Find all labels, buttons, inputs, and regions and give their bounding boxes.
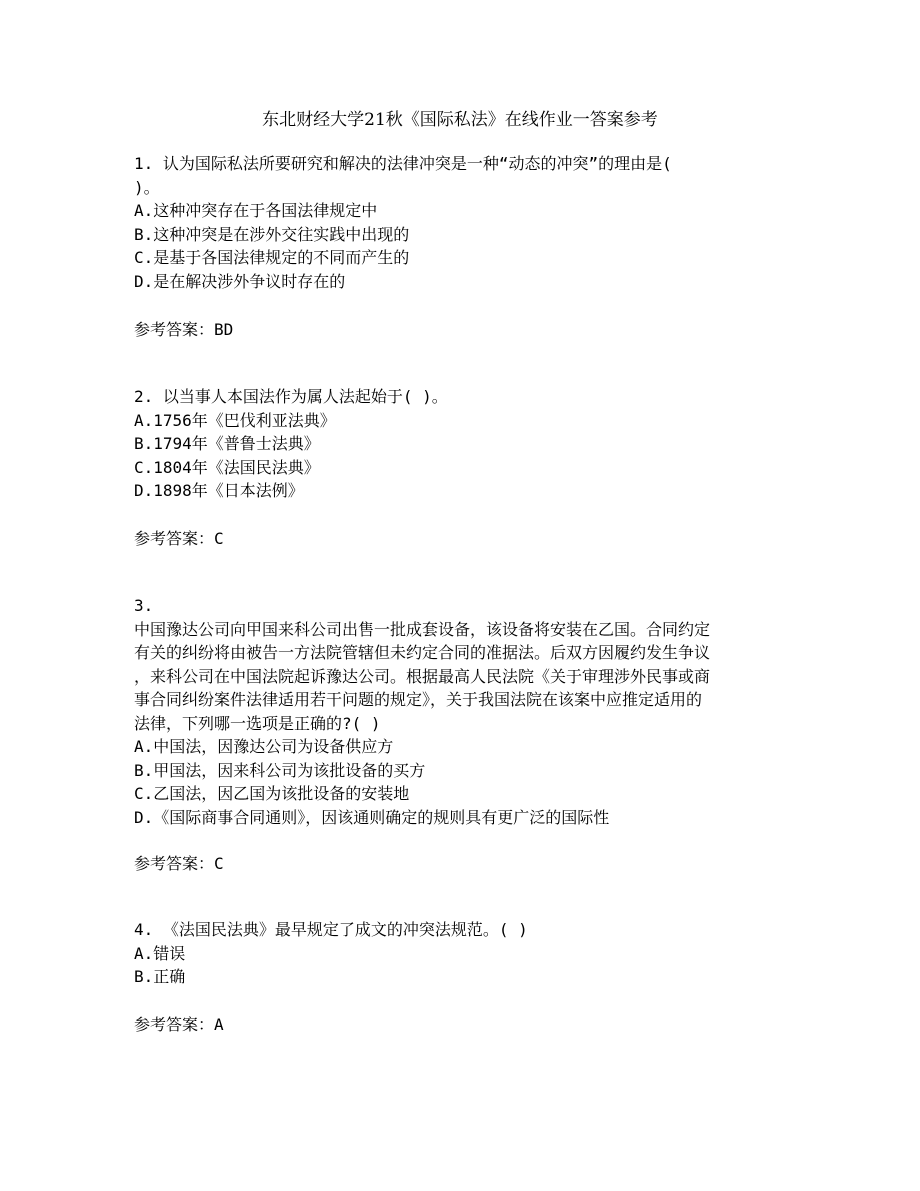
option-c: C.是基于各国法律规定的不同而产生的 bbox=[134, 248, 410, 267]
option-a: A.错误 bbox=[134, 943, 186, 963]
answer-value: C bbox=[214, 854, 224, 873]
question-stem-line: 有关的纠纷将由被告一方法院管辖但未约定合同的准据法。后双方因履约发生争议 bbox=[134, 643, 711, 662]
option-d: D.是在解决涉外争议时存在的 bbox=[134, 271, 346, 291]
answer-1 bbox=[134, 318, 794, 342]
answer-value: C bbox=[214, 529, 224, 548]
question-stem-line: 事合同纠纷案件法律适用若干问题的规定》，关于我国法院在该案中应推定适用的 bbox=[134, 690, 703, 709]
option-c: C.乙国法，因乙国为该批设备的安装地 bbox=[134, 784, 410, 803]
question-stem-line: 3. bbox=[134, 596, 154, 615]
answer-label: 参考答案： bbox=[134, 1015, 215, 1034]
answer-2 bbox=[134, 527, 794, 551]
option-a: A.中国法，因豫达公司为设备供应方 bbox=[134, 737, 394, 756]
option-d: D.1898年《日本法例》 bbox=[134, 481, 304, 500]
answer-4 bbox=[134, 1013, 794, 1037]
option-b: B.1794年《普鲁士法典》 bbox=[134, 434, 320, 453]
question-stem-line: 中国豫达公司向甲国来科公司出售一批成套设备，该设备将安装在乙国。合同约定 bbox=[134, 619, 711, 639]
answer-value: BD bbox=[214, 320, 234, 339]
question-stem-line: 4. 《法国民法典》最早规定了成文的冲突法规范。( ) bbox=[134, 920, 528, 939]
option-d: D.《国际商事合同通则》，因该通则确定的规则具有更广泛的国际性 bbox=[134, 807, 610, 827]
question-1 bbox=[134, 152, 794, 293]
question-stem-line: 2. 以当事人本国法作为属人法起始于( )。 bbox=[134, 387, 448, 406]
answer-label: 参考答案： bbox=[134, 854, 215, 873]
question-stem-line: 法律，下列哪一选项是正确的?( ) bbox=[134, 713, 381, 733]
question-4 bbox=[134, 918, 794, 989]
option-c: C.1804年《法国民法典》 bbox=[134, 457, 320, 477]
answer-label: 参考答案： bbox=[134, 320, 215, 339]
question-stem-line: )。 bbox=[134, 177, 160, 197]
question-3 bbox=[134, 594, 794, 829]
option-a: A.这种冲突存在于各国法律规定中 bbox=[134, 201, 378, 220]
answer-3 bbox=[134, 852, 794, 876]
option-a: A.1756年《巴伐利亚法典》 bbox=[134, 410, 336, 430]
option-b: B.正确 bbox=[134, 967, 186, 986]
question-stem-line: ，来科公司在中国法院起诉豫达公司。根据最高人民法院《关于审理涉外民事或商 bbox=[134, 666, 711, 686]
document-title: 东北财经大学21秋《国际私法》在线作业一答案参考 bbox=[262, 110, 658, 130]
option-b: B.这种冲突是在涉外交往实践中出现的 bbox=[134, 224, 410, 244]
question-2 bbox=[134, 385, 794, 503]
answer-value: A bbox=[214, 1015, 224, 1034]
question-stem-line: 1. 认为国际私法所要研究和解决的法律冲突是一种“动态的冲突”的理由是( bbox=[134, 154, 672, 173]
option-b: B.甲国法，因来科公司为该批设备的买方 bbox=[134, 760, 426, 780]
answer-label: 参考答案： bbox=[134, 529, 215, 548]
